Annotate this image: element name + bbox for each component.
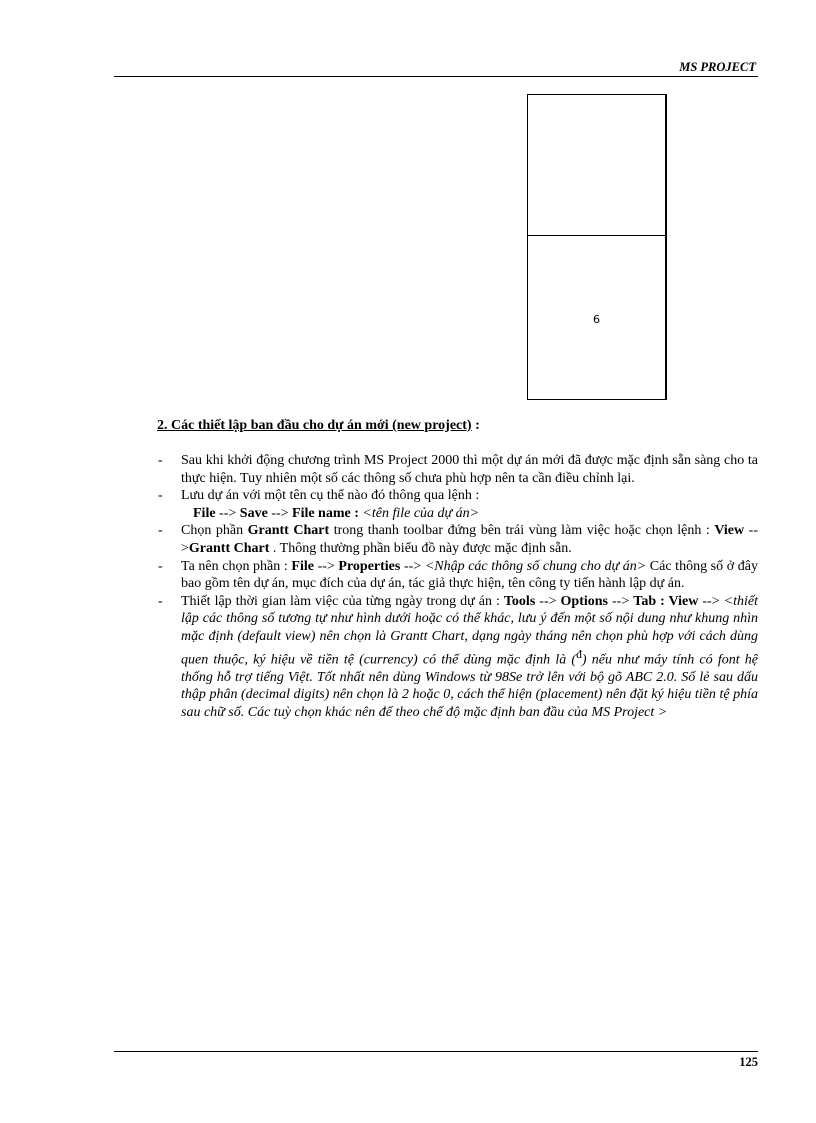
bold-term: View	[714, 523, 745, 539]
bold-term: Tab : View	[633, 593, 699, 609]
running-footer	[114, 1051, 758, 1069]
figure-divider	[528, 235, 665, 236]
italic-note: <thiết lập các thông số tương tự như hình dưới hoặc có thể khác, lưu ý đến một số nội dung như khung nhìn mặc định (default view) nên chọn là Grantt Chart, dạng ngày tháng nên chọn phù hợp với cách dùng quen thuộc, ký hiệu về tiền tệ (currency) có thể dùng mặc định là (	[181, 593, 758, 668]
body-list	[155, 452, 758, 722]
cmd-save: Save	[239, 505, 268, 521]
italic-note: <Nhập các thông số chung cho dự án>	[424, 558, 647, 574]
bold-term: Grantt Chart	[247, 523, 330, 539]
bold-term: Properties	[338, 558, 401, 574]
section-heading	[157, 418, 480, 434]
bold-term: Grantt Chart	[188, 540, 270, 556]
item-text: Lưu dự án với một tên cụ thể nào đó thông qua lệnh :	[181, 488, 480, 504]
cmd-filename: File name :	[292, 505, 359, 521]
page-number: 125	[739, 1055, 758, 1069]
currency-symbol: đ	[576, 647, 582, 661]
list-item	[155, 487, 758, 522]
figure-label: 6	[593, 313, 600, 326]
figure-placeholder	[527, 94, 667, 400]
italic-note: ) nếu như máy tính có font hệ thống hỗ trợ tiếng Việt. Tốt nhất nên dùng Windows từ 98Se trở lên với bộ gõ ABC 2.0. Số lẻ sau dấu thập phân (decimal digits) nên chọn là 2 hoặc 0, cách thể hiện (placement) nên đặt ký hiệu tiền tệ phía sau chữ số. Các tuỳ chọn khác nên để theo chế độ mặc định ban đầu của MS Project >	[181, 652, 759, 720]
header-title: MS PROJECT	[679, 60, 756, 74]
command-path: File --> Save --> File name : <tên file của dự án>	[193, 505, 480, 521]
list-item: - Thiết lập thời gian làm việc của từng ngày trong dự án : Tools --> Options --> Tab : View --> <thiết lập các thông số tương tự như hình dưới hoặc có thể khác, lưu ý đến một số nội dung như khung nhìn mặc định (default view) nên chọn là Grantt Chart, dạng ngày tháng nên chọn phù hợp với cách dùng quen thuộc, ký hiệu về tiền tệ (currency) có thể dùng mặc định là ($^đ$) nếu như máy tính có font hệ thống hỗ trợ tiếng Việt. Tốt nhất nên dùng Windows từ 98Se trở lên với bộ gõ ABC 2.0. Số lẻ sau dấu thập phân (decimal digits) nên chọn là 2 hoặc 0, cách thể hiện (placement) nên đặt ký hiệu tiền tệ phía sau chữ số. Các tuỳ chọn khác nên để theo chế độ mặc định ban đầu của MS Project >	[155, 593, 758, 722]
cmd-file: File	[193, 505, 216, 521]
section-colon: :	[475, 418, 480, 433]
item-text: Sau khi khởi động chương trình MS Project 2000 thì một dự án mới đã được mặc định sẵn sàng cho ta thực hiện. Tuy nhiên một số các thông số chưa phù hợp nên ta cần điều chỉnh lại.	[181, 453, 758, 486]
list-item: - Chọn phần Grantt Chart trong thanh toolbar đứng bên trái vùng làm việc hoặc chọn lệnh : View -->Grantt Chart . Thông thường phần biểu đồ này được mặc định sẵn.	[155, 522, 758, 557]
section-number: 2.	[157, 418, 168, 433]
section-title: Các thiết lập ban đầu cho dự án mới (new project)	[171, 418, 472, 433]
running-header	[114, 60, 758, 77]
list-item: - Ta nên chọn phần : File --> Properties --> <Nhập các thông số chung cho dự án> Các thông số ở đây bao gồm tên dự án, mục đích của dự án, tác giả thực hiện, tên công ty tiến hành lập dự án.	[155, 558, 758, 593]
bold-term: Tools	[503, 593, 536, 609]
list-item	[155, 452, 758, 487]
filename-hint: <tên file của dự án>	[358, 505, 480, 521]
bold-term: File	[291, 558, 314, 574]
bold-term: Options	[560, 593, 608, 609]
